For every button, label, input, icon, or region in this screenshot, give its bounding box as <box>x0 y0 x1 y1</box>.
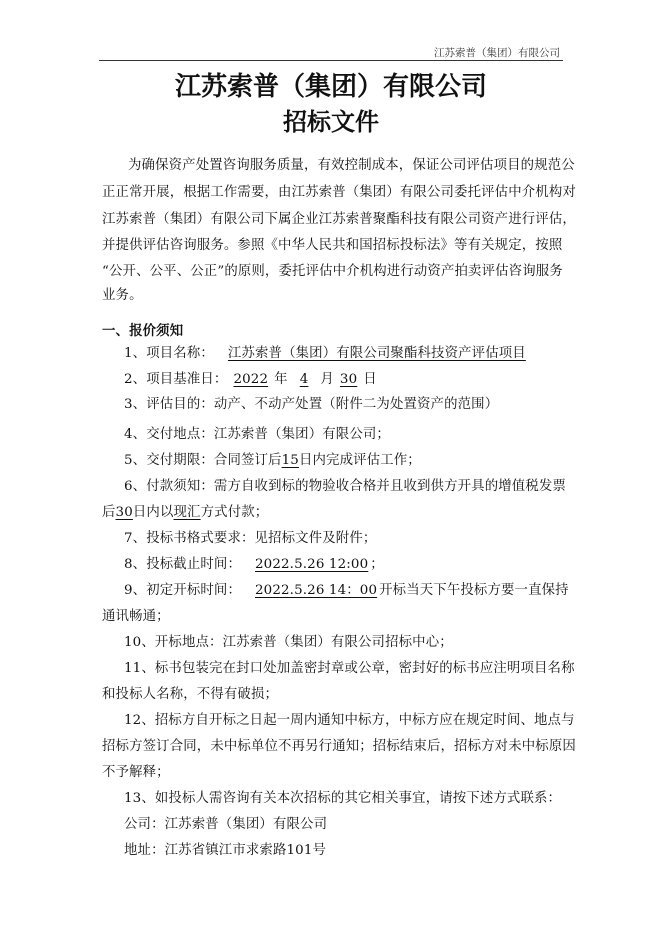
payment-method: 现汇 <box>173 505 201 520</box>
item-9-line2: 通讯畅通； <box>102 609 170 624</box>
item-text: 日内以 <box>132 505 174 520</box>
item-13: 13、如投标人需咨询有关本次招标的其它相关事宜，请按下述方式联系： <box>124 791 562 806</box>
item-12-line1: 12、招标方自开标之日起一周内通知中标方，中标方应在规定时间、地点与 <box>124 713 575 728</box>
payment-days: 30 <box>115 505 133 520</box>
item-text: 开标当天下午投标方要一直保持 <box>379 583 569 598</box>
item-8 <box>124 553 384 572</box>
base-month: 4 <box>299 372 309 387</box>
item-text: 5、交付期限：合同签订后 <box>124 453 282 468</box>
item-2 <box>124 368 377 387</box>
item-11-line2: 和投标人名称，不得有破损； <box>102 687 279 702</box>
header-company: 江苏索普（集团）有限公司 <box>434 47 560 59</box>
month-unit: 月 <box>320 372 334 387</box>
item-10: 10、开标地点：江苏索普（集团）有限公司招标中心； <box>124 635 453 650</box>
document-title: 江苏索普（集团）有限公司 <box>174 72 487 102</box>
item-label: 9、初定开标时间： <box>124 583 241 598</box>
intro-line: 业务。 <box>102 288 143 303</box>
item-12-line2: 招标方签订合同，未中标单位不再另行通知；招标结束后，招标方对未中标原因 <box>102 739 576 754</box>
year-unit: 年 <box>274 372 288 387</box>
header-rule <box>99 60 563 61</box>
intro-line: 江苏索普（集团）有限公司下属企业江苏索普聚酯科技有限公司资产进行评估， <box>102 212 576 227</box>
item-text: 后 <box>102 505 116 520</box>
intro-line: 正正常开展，根据工作需要，由江苏索普（集团）有限公司委托评估中介机构对 <box>102 185 576 200</box>
item-6-line2 <box>102 501 268 520</box>
item-5 <box>124 449 421 468</box>
item-9 <box>124 579 569 598</box>
item-text: 日内完成评估工作； <box>298 453 421 468</box>
deadline-time: 2022.5.26 12:00 <box>255 557 369 572</box>
day-unit: 日 <box>363 372 377 387</box>
project-name-field: 江苏索普（集团）有限公司聚酯科技资产评估项目 <box>227 346 526 361</box>
item-text: ； <box>370 557 384 572</box>
item-4: 4、交付地点：江苏索普（集团）有限公司； <box>124 427 390 442</box>
item-1 <box>124 342 534 361</box>
intro-line: 并提供评估咨询服务。参照《中华人民共和国招标投标法》等有关规定，按照 <box>102 238 563 253</box>
item-text: 方式付款； <box>200 505 269 520</box>
intro-line: 为确保资产处置咨询服务质量，有效控制成本，保证公司评估项目的规范公 <box>128 158 575 173</box>
item-11-line1: 11、标书包装完在封口处加盖密封章或公章，密封好的标书应注明项目名称 <box>124 661 575 676</box>
item-7: 7、投标书格式要求：见招标文件及附件； <box>124 531 377 546</box>
document-subtitle: 招标文件 <box>283 107 379 136</box>
intro-line: “公开、公平、公正”的原则，委托评估中介机构进行动资产拍卖评估咨询服务 <box>102 264 563 279</box>
item-12-line3: 不予解释； <box>102 765 170 780</box>
opening-time: 2022.5.26 14：00 <box>255 583 378 598</box>
item-label: 2、项目基准日： <box>124 372 228 387</box>
contact-address: 地址：江苏省镇江市求索路101号 <box>124 843 327 858</box>
base-year: 2022 <box>233 372 269 387</box>
base-day: 30 <box>339 372 358 387</box>
section-heading: 一、报价须知 <box>102 323 184 339</box>
item-label: 8、投标截止时间： <box>124 557 241 572</box>
item-label: 1、项目名称： <box>124 346 214 361</box>
item-3: 3、评估目的：动产、不动产处置（附件二为处置资产的范围） <box>124 397 499 412</box>
contact-company: 公司：江苏索普（集团）有限公司 <box>124 817 328 832</box>
item-6-line1: 6、付款须知：需方自收到标的物验收合格并且收到供方开具的增值税发票 <box>124 479 566 494</box>
delivery-days: 15 <box>281 453 299 468</box>
